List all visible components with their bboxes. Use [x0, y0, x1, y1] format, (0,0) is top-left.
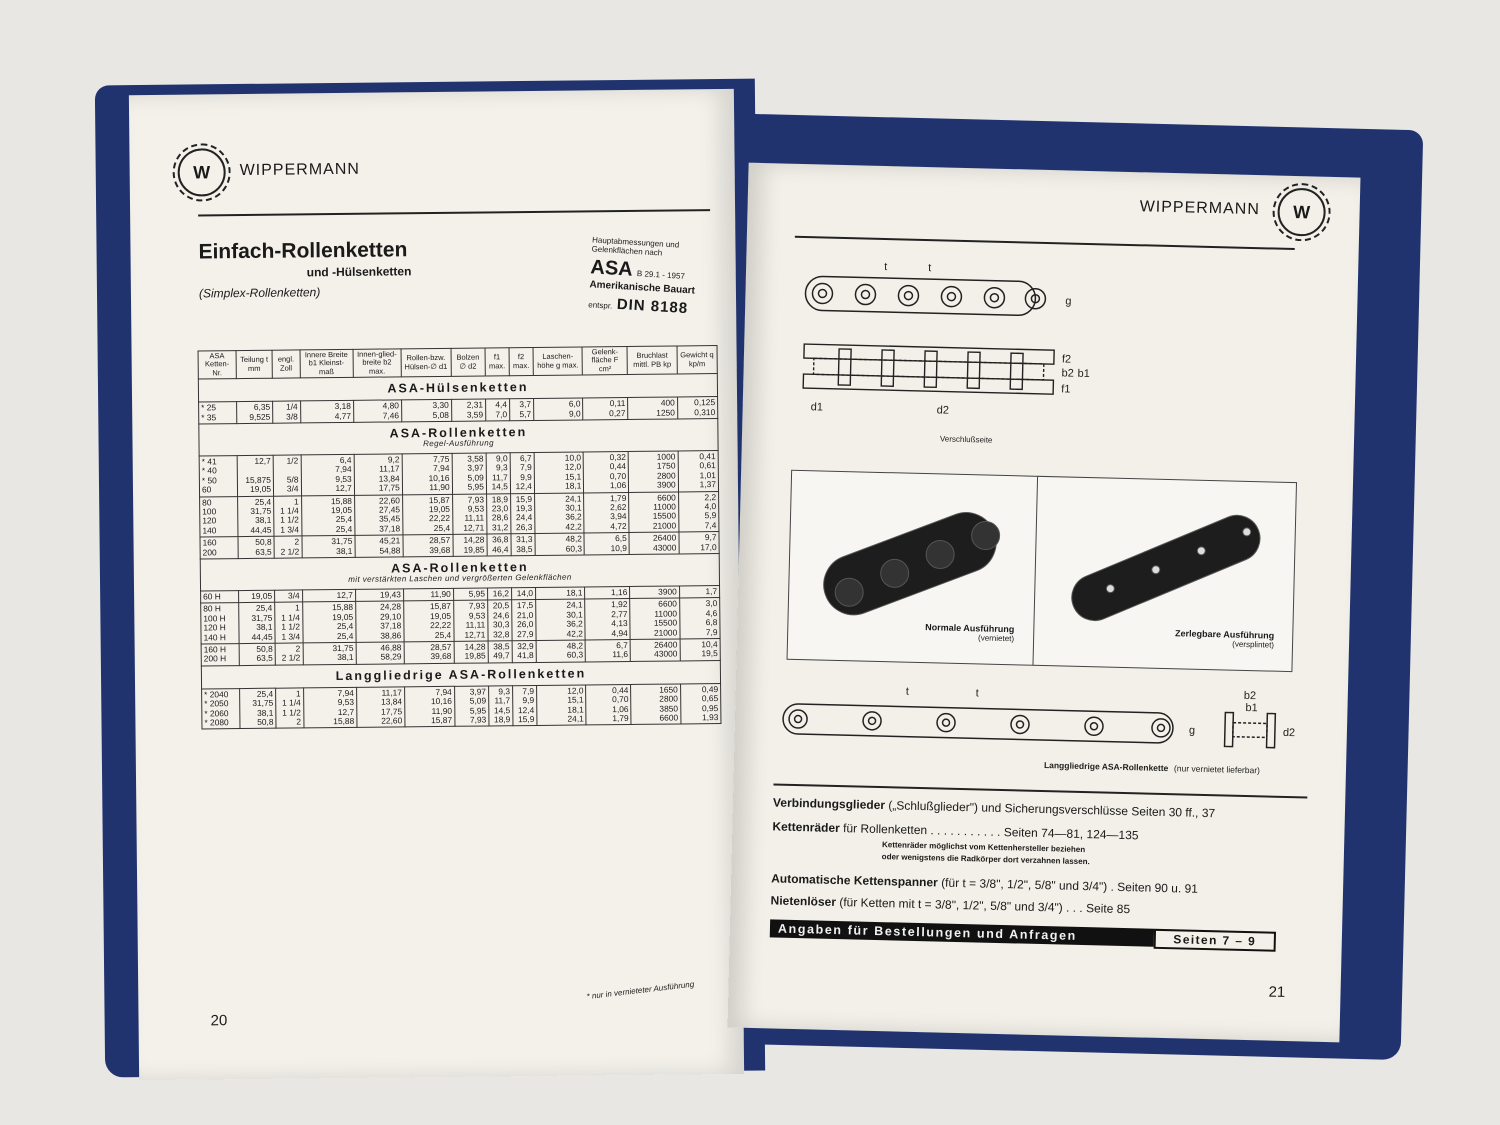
info-label-5: Automatische Kettenspanner: [771, 871, 939, 890]
table-cell: 31,3 38,5: [511, 534, 535, 556]
right-page: [728, 163, 1361, 1043]
spec-table: [198, 345, 722, 730]
standard-asa: ASA: [589, 255, 634, 281]
logo-left: [177, 148, 226, 197]
table-cell: 50,8 63,5: [238, 536, 274, 558]
table-cell: 18,1: [535, 587, 585, 600]
table-cell: 3,7 5,7: [509, 399, 533, 421]
table-cell: 48,2 60,3: [535, 533, 585, 555]
table-cell: 14,0: [511, 587, 535, 600]
photo-left-caption: Normale Ausführung: [925, 622, 1015, 635]
brand-name-right: WIPPERMANN: [1139, 198, 1261, 219]
table-cell: 0,125 0,310: [677, 397, 718, 419]
long-dim-b2: b2: [1243, 689, 1257, 703]
table-cell: 45,21 54,88: [355, 535, 403, 557]
table-header-cell: Bolzen ∅ d2: [451, 348, 485, 377]
table-cell: 19,05: [238, 590, 274, 603]
left-page: [129, 89, 744, 1080]
long-dim-b1: b1: [1245, 701, 1258, 715]
table-cell: 3,58 3,97 5,09 5,95: [452, 453, 487, 494]
dim-t-1: t: [884, 260, 888, 274]
table-cell: 7,93 9,53 11,11 12,71: [453, 600, 488, 641]
dim-d1: d1: [810, 401, 824, 414]
standard-bauart: Amerikanische Bauart: [589, 278, 696, 297]
section-title-text: ASA-Rollenketten: [389, 425, 528, 441]
table-cell: 0,32 0,44 0,70 1,06: [584, 451, 629, 492]
info-sprocket-note-2: oder wenigstens die Radkörper dort verzahnen lassen.: [881, 852, 1090, 867]
page-number-right: 21: [1268, 983, 1286, 1002]
table-cell: 6,7 7,9 9,9 12,4: [510, 452, 534, 493]
order-bar: Angaben für Bestellungen und Anfragen: [770, 919, 1154, 946]
photo-right-sub: (versplintet): [1232, 639, 1275, 650]
table-cell: 15,87 19,05 22,22 25,4: [403, 601, 453, 642]
long-dim-g: g: [1188, 724, 1196, 737]
table-cell: 46,88 58,29: [356, 642, 404, 664]
table-cell: 3,0 4,6 6,8 7,9: [679, 598, 720, 639]
table-cell: 1000 1750 2800 3900: [628, 451, 678, 492]
table-cell: 24,1 30,1 36,2 42,2: [534, 493, 584, 534]
table-cell: 80 100 120 140: [200, 496, 238, 537]
table-cell: 7,94 9,53 12,7 15,88: [303, 687, 357, 728]
table-cell: 31,75 38,1: [303, 642, 356, 664]
logo-letter-right: W: [1292, 201, 1311, 222]
photo-normal-chain: [787, 470, 1040, 666]
diagram-caption: Verschlußseite: [939, 434, 993, 445]
table-cell: 32,9 41,8: [512, 640, 536, 662]
table-cell: 28,57 39,68: [404, 641, 454, 663]
table-cell: 15,88 19,05 25,4 25,4: [301, 495, 355, 536]
info-label-6: Nietenlöser: [770, 893, 837, 910]
table-row: [200, 491, 719, 537]
table-cell: 3,97 5,09 5,95 7,93: [454, 686, 489, 727]
table-cell: 1,92 2,77 4,13 4,94: [585, 599, 630, 640]
table-cell: 36,8 46,4: [487, 534, 511, 556]
table-cell: 26400 43000: [630, 639, 680, 661]
table-cell: 9,0 9,3 11,7 14,5: [486, 453, 510, 494]
info-label-2: Kettenräder: [772, 819, 840, 836]
table-cell: 2,2 4,0 5,9 7,4: [678, 491, 719, 532]
photo-detachable-chain: [1032, 476, 1297, 672]
table-cell: 17,5 21,0 26,0 27,9: [512, 600, 536, 641]
page-title: Einfach-Rollenketten: [198, 238, 408, 264]
info-text-6: (für Ketten mit t = 3/8", 1/2", 5/8" und 3/4") . . . Seite 85: [835, 895, 1131, 917]
table-cell: 25,4 31,75 38,1 44,45: [239, 603, 276, 644]
table-cell: 15,88 19,05 25,4 25,4: [302, 602, 356, 643]
roller-chain-icon: [788, 471, 1038, 627]
info-text-5: (für t = 3/8", 1/2", 5/8" und 3/4") . Seiten 90 u. 91: [937, 875, 1199, 896]
table-cell: 0,44 0,70 1,06 1,79: [586, 684, 631, 725]
table-cell: 19,43: [355, 589, 403, 602]
table-row: [202, 683, 721, 729]
standard-din: DIN 8188: [616, 295, 689, 317]
table-cell: 24,28 29,10 37,18 38,86: [355, 601, 403, 642]
table-header-cell: f1 max.: [485, 348, 509, 376]
table-cell: 28,57 39,68: [403, 535, 453, 557]
table-cell: 3,18 4,77: [300, 401, 353, 423]
long-dim-t-2: t: [975, 687, 979, 700]
long-dim-t-1: t: [905, 685, 909, 698]
table-cell: 12,7: [302, 589, 355, 602]
table-cell: 7,93 9,53 11,11 12,71: [452, 494, 487, 535]
dim-f1: f1: [1061, 383, 1071, 396]
table-cell: 11,17 13,84 17,75 22,60: [356, 687, 404, 728]
brand-name: WIPPERMANN: [239, 160, 360, 180]
table-cell: 10,0 12,0 15,1 18,1: [534, 452, 584, 493]
table-cell: 18,9 23,0 28,6 31,2: [486, 493, 510, 534]
long-dim-d2: d2: [1282, 726, 1296, 740]
section-title-text: Langgliedrige ASA-Rollenketten: [335, 666, 587, 683]
chain-diagram: [792, 256, 1107, 464]
table-cell: 3/4: [275, 590, 303, 603]
section-title-text: ASA-Hülsenketten: [387, 380, 529, 396]
table-cell: 38,5 49,7: [488, 641, 512, 663]
table-header-cell: Gelenk-fläche F cm²: [582, 346, 627, 375]
table-cell: 160 200: [200, 537, 238, 559]
dim-d2: d2: [936, 404, 950, 417]
wippermann-logo-icon-right: [1277, 188, 1326, 237]
photo-right-caption: Zerlegbare Ausführung: [1174, 628, 1275, 641]
table-cell: 10,4 19,5: [680, 639, 721, 661]
table-cell: 6,35 9,525: [236, 401, 272, 423]
table-cell: 6,5 10,9: [584, 533, 629, 555]
header-rule: [198, 209, 710, 216]
table-cell: 1,16: [585, 586, 630, 599]
table-cell: 1/4 3/8: [273, 401, 301, 423]
table-cell: 7,9 9,9 12,4 15,9: [512, 685, 536, 726]
info-text-2: für Rollenketten . . . . . . . . . . . Seiten 74—81, 124—135: [839, 821, 1139, 843]
spec-table-wrap: [198, 345, 722, 730]
info-sprocket-note-1: Kettenräder möglichst vom Kettenhersteller beziehen: [881, 840, 1086, 855]
table-cell: 15,87 19,05 22,22 25,4: [402, 494, 452, 535]
table-cell: 20,5 24,6 30,3 32,8: [488, 600, 512, 641]
page-subtitle-italic: (Simplex-Rollenketten): [198, 285, 321, 301]
dim-f2: f2: [1061, 353, 1072, 366]
table-cell: 1 1 1/4 1 1/2 2: [276, 688, 304, 729]
table-cell: * 25 * 35: [199, 402, 237, 424]
logo-letter: W: [193, 161, 211, 183]
table-cell: 25,4 31,75 38,1 50,8: [239, 688, 276, 729]
table-header-cell: f2 max.: [509, 347, 533, 375]
table-cell: 3900: [630, 586, 680, 599]
info-text-1: („Schlußglieder") und Sicherungsverschlüsse Seiten 30 ff., 37: [884, 798, 1216, 821]
footnote: * nur in vernieteter Ausführung: [586, 979, 695, 1002]
table-cell: 7,94 10,16 11,90 15,87: [404, 686, 454, 727]
table-header-cell: Bruchlast mittl. PB kp: [627, 346, 677, 375]
table-cell: 400 1250: [628, 397, 678, 419]
table-cell: 15,9 19,3 24,4 26,3: [510, 493, 534, 534]
table-cell: 160 H 200 H: [201, 644, 239, 666]
dim-g: g: [1065, 295, 1072, 308]
table-cell: 24,1 30,1 36,2 42,2: [536, 599, 586, 640]
table-cell: 50,8 63,5: [239, 643, 275, 665]
section-subtitle-text: mit verstärkten Laschen und vergrößerten Gelenkflächen: [348, 572, 572, 584]
open-book: [100, 78, 1412, 1076]
table-header-cell: Innen-glied-breite b2 max.: [353, 349, 401, 378]
page-number-left: 20: [210, 1012, 228, 1030]
dim-b1: b1: [1077, 367, 1090, 381]
table-cell: 31,75 38,1: [302, 536, 355, 558]
table-cell: 60 H: [201, 591, 239, 604]
table-cell: 22,60 27,45 35,45 37,18: [354, 494, 402, 535]
long-chain-caption: Langgliedrige ASA-Rollenkette: [1043, 760, 1169, 774]
table-cell: 9,7 17,0: [679, 532, 720, 554]
order-pages: Seiten 7 – 9: [1154, 929, 1276, 952]
table-header-cell: Rollen-bzw. Hülsen-∅ d1: [401, 348, 451, 377]
table-row: [201, 598, 720, 644]
table-cell: 9,2 11,17 13,84 17,75: [354, 454, 402, 495]
logo-right: [1277, 188, 1326, 237]
standard-asa-ref: B 29.1 - 1957: [636, 268, 686, 281]
table-cell: 4,80 7,46: [353, 400, 401, 422]
standard-block: [588, 236, 722, 319]
table-cell: 6,0 9,0: [533, 398, 583, 420]
table-cell: 2 2 1/2: [275, 643, 303, 665]
table-header-cell: Teilung t mm: [236, 350, 272, 379]
table-cell: 14,28 19,85: [453, 534, 487, 556]
table-cell: 6,7 11,6: [585, 639, 630, 661]
standard-entspr: entspr.: [588, 299, 613, 311]
table-header-cell: Gewicht q kp/m: [677, 346, 718, 375]
table-row: [199, 450, 718, 496]
table-cell: 1650 2800 3850 6600: [631, 684, 681, 725]
table-header-cell: Innere Breite b1 Kleinst-maß: [300, 349, 354, 378]
table-cell: 48,2 60,3: [536, 640, 586, 662]
long-chain-diagram: [774, 677, 1316, 782]
table-cell: 1 1 1/4 1 1/2 1 3/4: [274, 495, 302, 536]
dim-b2: b2: [1061, 367, 1074, 380]
info-rivet-extractor: [770, 893, 1130, 916]
info-label-1: Verbindungsglieder: [772, 795, 886, 813]
info-rule: [773, 783, 1307, 798]
table-cell: 2 2 1/2: [274, 536, 302, 558]
table-cell: 1 1 1/4 1 1/2 1 3/4: [275, 602, 303, 643]
table-cell: 0,49 0,65 0,95 1,93: [680, 683, 721, 724]
standard-note: Hauptabmessungen und Gelenkflächen nach: [591, 235, 680, 258]
table-cell: 12,0 15,1 18,1 24,1: [536, 685, 586, 726]
table-cell: 6,4 7,94 9,53 12,7: [301, 454, 355, 495]
table-cell: 2,31 3,59: [451, 399, 485, 421]
table-cell: 1,79 2,62 3,94 4,72: [584, 492, 629, 533]
table-cell: 1/2 5/8 3/4: [273, 455, 301, 496]
section-title-text: ASA-Rollenketten: [390, 560, 529, 576]
chain-top-view: [803, 344, 1054, 394]
long-chain-note: (nur vernietet lieferbar): [1173, 763, 1261, 776]
table-cell: 5,95: [453, 588, 487, 601]
table-cell: 9,3 11,7 14,5 18,9: [488, 686, 512, 727]
wippermann-logo-icon: [177, 148, 226, 197]
info-sprockets: [772, 819, 1138, 842]
table-cell: 7,75 7,94 10,16 11,90: [402, 453, 452, 494]
dim-t-2: t: [927, 262, 932, 275]
table-cell: 6600 11000 15500 21000: [630, 598, 680, 639]
table-cell: 25,4 31,75 38,1 44,45: [237, 496, 274, 537]
table-cell: 4,4 7,0: [485, 399, 509, 421]
table-cell: * 41 * 40 * 50 60: [199, 456, 237, 497]
page-subtitle: und -Hülsenketten: [306, 264, 412, 280]
table-cell: 26400 43000: [629, 532, 679, 554]
table-cell: 6600 11000 15500 21000: [629, 492, 679, 533]
table-cell: 14,28 19,85: [454, 641, 488, 663]
detachable-chain-icon: [1034, 477, 1296, 633]
table-cell: 16,2: [487, 588, 511, 601]
table-cell: * 2040 * 2050 * 2060 * 2080: [202, 688, 240, 729]
table-cell: 1,7: [679, 585, 719, 598]
chain-side-view: [805, 276, 1046, 316]
table-cell: 0,11 0,27: [583, 398, 628, 420]
table-cell: 11,90: [403, 588, 453, 601]
table-header-cell: engl. Zoll: [272, 350, 300, 378]
info-tensioners: [771, 871, 1198, 895]
table-header-cell: ASA Ketten-Nr.: [198, 351, 236, 380]
table-cell: 80 H 100 H 120 H 140 H: [201, 603, 239, 644]
section-subtitle-text: Regel-Ausführung: [423, 438, 495, 449]
info-connecting-links: [773, 795, 1215, 820]
table-cell: 12,7 15,875 19,05: [237, 455, 274, 496]
table-cell: 0,41 0,61 1,01 1,37: [678, 450, 719, 491]
header-rule-right: [795, 236, 1295, 250]
photo-left-sub: (vernietet): [977, 633, 1015, 644]
table-header-cell: Laschen-höhe g max.: [533, 347, 583, 376]
table-cell: 3,30 5,08: [401, 400, 451, 422]
